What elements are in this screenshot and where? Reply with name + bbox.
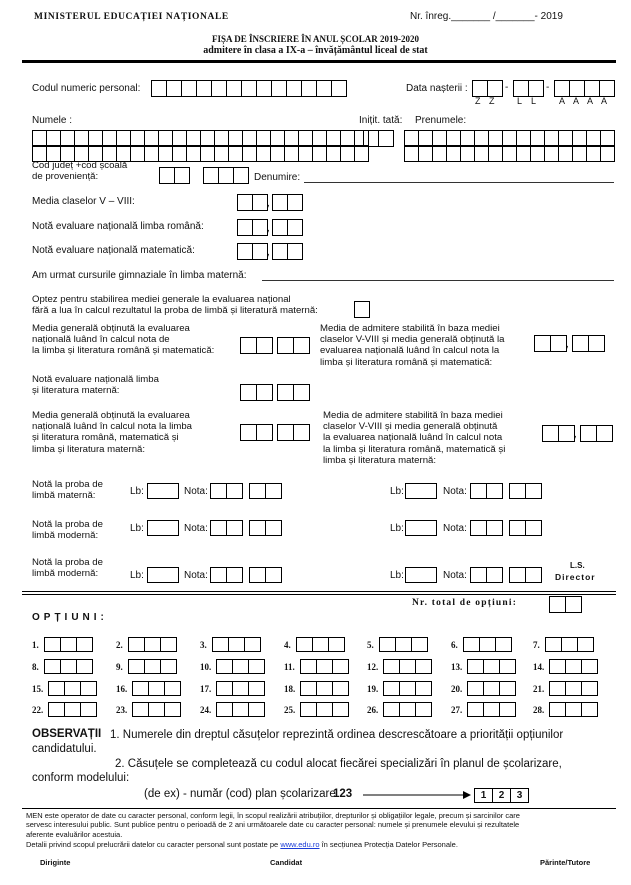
- school-code-label: Cod județ +cod școală de proveniență:: [32, 160, 128, 183]
- birth-year-input[interactable]: [554, 80, 614, 97]
- option-6-input[interactable]: [463, 637, 511, 652]
- option-number: 14.: [533, 662, 545, 672]
- ministry-name: MINISTERUL EDUCAȚIEI NAȚIONALE: [34, 12, 229, 22]
- total-options-input[interactable]: [549, 596, 581, 613]
- lang-test-1-int-b[interactable]: [470, 483, 502, 499]
- lastname-label: Numele :: [32, 115, 73, 126]
- ev-romana-label: Notă evaluare națională limba română:: [32, 221, 204, 232]
- option-number: 26.: [367, 705, 379, 715]
- option-5-input[interactable]: [379, 637, 427, 652]
- option-8-input[interactable]: [44, 659, 92, 674]
- option-4-input[interactable]: [296, 637, 344, 652]
- lang-test-2-lb-b[interactable]: [405, 520, 436, 536]
- option-17-input[interactable]: [216, 681, 264, 696]
- edu-link[interactable]: www.edu.ro: [280, 840, 320, 849]
- option-13-input[interactable]: [467, 659, 515, 674]
- option-number: 20.: [451, 684, 463, 694]
- option-25-input[interactable]: [300, 702, 348, 717]
- option-number: 15.: [32, 684, 44, 694]
- lb-label: Lb:: [130, 523, 144, 534]
- option-27-input[interactable]: [467, 702, 515, 717]
- ev-mate-dec[interactable]: [272, 243, 302, 260]
- option-number: 18.: [284, 684, 296, 694]
- form-subtitle: admitere în clasa a IX-a – învățământul liceal de stat: [203, 45, 428, 56]
- option-28-input[interactable]: [549, 702, 597, 717]
- option-11-input[interactable]: [300, 659, 348, 674]
- media-v-viii-int[interactable]: [237, 194, 267, 211]
- option-14-input[interactable]: [549, 659, 597, 674]
- nota-label: Nota:: [443, 570, 467, 581]
- lang-test-1-lb-b[interactable]: [405, 483, 436, 499]
- nota-label: Nota:: [443, 523, 467, 534]
- option-number: 25.: [284, 705, 296, 715]
- options-title: OPȚIUNI:: [32, 612, 108, 623]
- birth-date-label: Data nașterii :: [406, 83, 468, 94]
- option-number: 8.: [32, 662, 39, 672]
- media-adm-1-int[interactable]: [534, 335, 566, 352]
- example-code-boxes: 1 2 3: [474, 788, 528, 803]
- option-number: 2.: [116, 640, 123, 650]
- ev-mate-label: Notă evaluare națională matematică:: [32, 245, 195, 256]
- option-number: 19.: [367, 684, 379, 694]
- option-number: 21.: [533, 684, 545, 694]
- option-number: 24.: [200, 705, 212, 715]
- legal-notice: MEN este operator de date cu caracter personal, conform legii, în scopul realizării atribuțiilor, drepturilor și obligațiilor legale, precum și sarcinilor care servesc interesului public. Sunt publice pentru o perioadă de 2 ani următoarele date cu caracter personal: numele și prenumele elevului și rezultatele aferente evaluărilor acestuia.: [26, 811, 520, 839]
- birth-month-input[interactable]: [513, 80, 543, 97]
- lb-label: Lb:: [130, 486, 144, 497]
- option-3-input[interactable]: [212, 637, 260, 652]
- example-text: (de ex) - număr (cod) plan școlarizare: [144, 788, 336, 800]
- lang-test-2-int-b[interactable]: [470, 520, 502, 536]
- am-urmat-field[interactable]: [262, 280, 614, 281]
- option-number: 28.: [533, 705, 545, 715]
- details-post: în secțiunea Protecția Datelor Personale.: [321, 840, 458, 849]
- option-number: 5.: [367, 640, 374, 650]
- option-18-input[interactable]: [300, 681, 348, 696]
- option-12-input[interactable]: [383, 659, 431, 674]
- optez-checkbox[interactable]: [354, 301, 369, 318]
- lang-test-1-label: Notă la proba de limbă maternă:: [32, 479, 103, 502]
- option-26-input[interactable]: [383, 702, 431, 717]
- option-21-input[interactable]: [549, 681, 597, 696]
- media-gen-1-label: Media generală obținută la evaluarea națională luând în calcul nota de la limba și literatura română și matematică:: [32, 323, 215, 357]
- media-adm-2-label: Media de admitere stabilită în baza mediei claselor V-VIII și media generală obținută la evaluarea națională luând în calcul nota la limba și literatura română, matematică și limba și literatura maternă:: [323, 410, 506, 466]
- option-24-input[interactable]: [216, 702, 264, 717]
- ev-romana-dec[interactable]: [272, 219, 302, 236]
- lang-test-2-dec[interactable]: [249, 520, 281, 536]
- ev-materna-int[interactable]: [240, 384, 272, 401]
- lang-test-3-lb[interactable]: [147, 567, 178, 583]
- observations-title: OBSERVAȚII: [32, 728, 102, 740]
- lang-test-1-lb[interactable]: [147, 483, 178, 499]
- ev-materna-label: Notă evaluare națională limba și literatura maternă:: [32, 374, 159, 397]
- lang-test-3-dec[interactable]: [249, 567, 281, 583]
- signature-candidat: Candidat: [270, 858, 303, 867]
- option-number: 12.: [367, 662, 379, 672]
- lang-test-3-int[interactable]: [210, 567, 242, 583]
- option-20-input[interactable]: [467, 681, 515, 696]
- lang-test-2-int[interactable]: [210, 520, 242, 536]
- lb-label: Lb:: [390, 486, 404, 497]
- media-v-viii-dec[interactable]: [272, 194, 302, 211]
- option-22-input[interactable]: [48, 702, 96, 717]
- ls-stamp: L.S.: [570, 561, 585, 570]
- options-divider-bottom: [22, 594, 616, 595]
- option-16-input[interactable]: [132, 681, 180, 696]
- lang-test-3-dec-b[interactable]: [509, 567, 541, 583]
- option-number: 11.: [284, 662, 295, 672]
- media-gen-2-dec[interactable]: [277, 424, 309, 441]
- observation-1: 1. Numerele din dreptul căsuțelor reprezintă ordinea descrescătoare a priorității opțiunilor candidatului.: [32, 729, 564, 755]
- option-number: 13.: [451, 662, 463, 672]
- school-name-label: Denumire:: [254, 172, 301, 183]
- birth-day-input[interactable]: [472, 80, 502, 97]
- option-number: 23.: [116, 705, 128, 715]
- footer-divider: [22, 808, 616, 809]
- option-9-input[interactable]: [128, 659, 176, 674]
- form-title: FIȘA DE ÎNSCRIERE ÎN ANUL ȘCOLAR 2019-2020: [211, 34, 420, 44]
- example-code: 123: [333, 788, 353, 800]
- lang-test-1-dec-b[interactable]: [509, 483, 541, 499]
- nota-label: Nota:: [184, 523, 208, 534]
- ev-romana-int[interactable]: [237, 219, 267, 236]
- lang-test-1-dec[interactable]: [249, 483, 281, 499]
- school-code-input[interactable]: [203, 167, 248, 184]
- option-number: 9.: [116, 662, 123, 672]
- media-adm-1-label: Media de admitere stabilită în baza mediei claselor V-VIII și media generală obținută la evaluarea națională luând în calcul nota la limba și literatura română și matematică:: [320, 323, 505, 368]
- optez-label: Optez pentru stabilirea mediei generale la evaluarea național fără a lua în calcul rezultatul la proba de limbă și literatură maternă:: [32, 294, 318, 317]
- option-number: 7.: [533, 640, 540, 650]
- county-code-input[interactable]: [159, 167, 189, 184]
- option-number: 27.: [451, 705, 463, 715]
- nota-label: Nota:: [184, 570, 208, 581]
- option-number: 16.: [116, 684, 128, 694]
- observation-2a: 2. Căsuțele se completează cu codul alocat fiecărei specializări în planul de școlarizare,: [115, 758, 562, 770]
- media-v-viii-label: Media claselor V – VIII:: [32, 196, 135, 207]
- firstname-input-row2[interactable]: [404, 145, 614, 162]
- media-adm-2-int[interactable]: [542, 425, 574, 442]
- details-line: [26, 840, 458, 849]
- option-number: 3.: [200, 640, 207, 650]
- lb-label: Lb:: [390, 570, 404, 581]
- nota-label: Nota:: [184, 486, 208, 497]
- lang-test-2-lb[interactable]: [147, 520, 178, 536]
- options-divider-top: [22, 591, 616, 592]
- lb-label: Lb:: [390, 523, 404, 534]
- lang-test-2-dec-b[interactable]: [509, 520, 541, 536]
- arrow-right-icon: [361, 788, 471, 802]
- media-gen-1-dec[interactable]: [277, 337, 309, 354]
- observation-2b: conform modelului:: [32, 772, 130, 784]
- am-urmat-label: Am urmat cursurile gimnaziale în limba maternă:: [32, 270, 247, 281]
- option-19-input[interactable]: [383, 681, 431, 696]
- ev-mate-int[interactable]: [237, 243, 267, 260]
- option-number: 4.: [284, 640, 291, 650]
- media-gen-1-int[interactable]: [240, 337, 272, 354]
- registration-number: Nr. înreg._______ /_______- 2019: [410, 11, 563, 22]
- firstname-label: Prenumele:: [415, 115, 467, 126]
- details-pre: Detalii privind scopul prelucrării datelor cu caracter personal sunt postate pe: [26, 840, 279, 849]
- media-gen-2-label: Media generală obținută la evaluarea națională luând în calcul nota la limba și literatura română, matematică și limba și literatura maternă:: [32, 410, 193, 455]
- option-1-input[interactable]: [44, 637, 92, 652]
- media-gen-2-int[interactable]: [240, 424, 272, 441]
- option-number: 17.: [200, 684, 212, 694]
- lb-label: Lb:: [130, 570, 144, 581]
- signature-diriginte: Diriginte: [40, 858, 71, 867]
- option-number: 6.: [451, 640, 458, 650]
- date-separator: -: [505, 82, 509, 93]
- lang-test-3-label: Notă la proba de limbă modernă:: [32, 557, 103, 580]
- media-adm-2-dec[interactable]: [580, 425, 612, 442]
- media-adm-1-dec[interactable]: [572, 335, 604, 352]
- option-7-input[interactable]: [545, 637, 593, 652]
- nota-label: Nota:: [443, 486, 467, 497]
- lang-test-3-int-b[interactable]: [470, 567, 502, 583]
- option-10-input[interactable]: [216, 659, 264, 674]
- option-15-input[interactable]: [48, 681, 96, 696]
- option-23-input[interactable]: [132, 702, 180, 717]
- ev-materna-dec[interactable]: [277, 384, 309, 401]
- option-number: 22.: [32, 705, 44, 715]
- cnp-input[interactable]: [151, 80, 346, 97]
- header-divider: [22, 60, 616, 63]
- lang-test-2-label: Notă la proba de limbă modernă:: [32, 519, 103, 542]
- lang-test-1-int[interactable]: [210, 483, 242, 499]
- option-number: 1.: [32, 640, 39, 650]
- total-options-label: Nr. total de opțiuni:: [412, 598, 518, 608]
- date-separator: -: [546, 82, 550, 93]
- signature-parinte: Părinte/Tutore: [540, 858, 591, 867]
- father-initial-label: Inițit. tată:: [359, 115, 403, 126]
- director-label: Director: [555, 572, 596, 582]
- option-2-input[interactable]: [128, 637, 176, 652]
- lang-test-3-lb-b[interactable]: [405, 567, 436, 583]
- school-name-field[interactable]: [304, 182, 614, 183]
- cnp-label: Codul numeric personal:: [32, 83, 141, 94]
- option-number: 10.: [200, 662, 212, 672]
